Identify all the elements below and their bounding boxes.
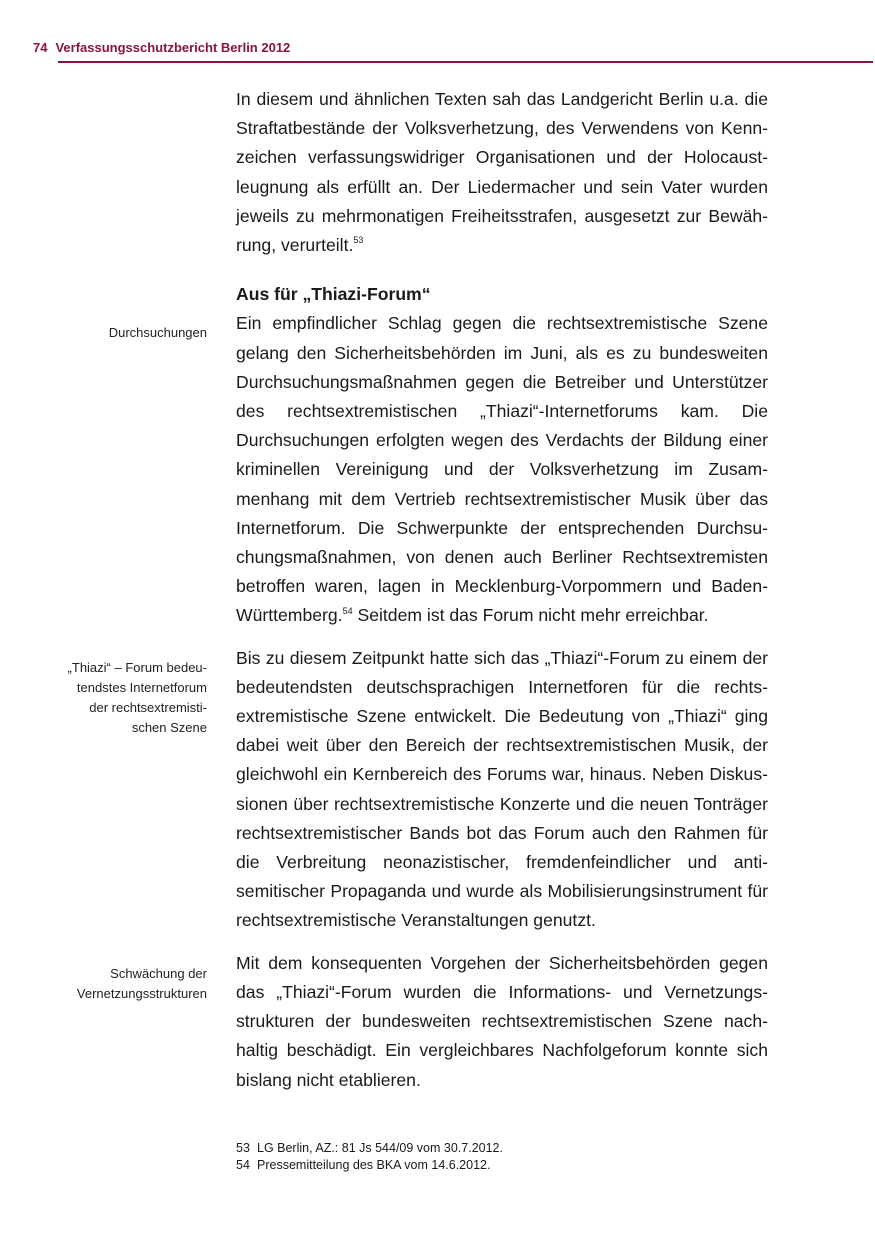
footnotes [236, 1140, 776, 1174]
margin-note-thiazi [47, 658, 207, 738]
footnote-text: LG Berlin, AZ.: 81 Js 544/09 vom 30.7.2012. [257, 1141, 503, 1155]
footnote-ref-54: 54 [342, 605, 353, 616]
paragraph-text: Ein empfindlicher Schlag gegen die rechtsextremistische Szene gelang den Sicherheitsbehörden im Juni, als es zu bundesweiten Durchsuchungsmaßnahmen gegen die Betreiber und Unterstützer des rechtsextremistischen „Thiazi“-Internetforums kam. Die Durchsuchungen erfolgten wegen des Verdachts der Bildung einer kriminellen Vereinigung und der Volksverhetzung im Zusammenhang mit dem Vertrieb rechtsextremistischer Musik über das Internetforum. Die Schwerpunkte der entsprechenden Durchsuchungsmaßnahmen, von denen auch Berliner Rechtsextremisten betroffen waren, lagen in Mecklenburg-Vorpommern und Baden-Württemberg. [236, 313, 768, 626]
footnote-number: 54 [236, 1158, 250, 1172]
main-text-column [236, 85, 768, 1095]
paragraph-1 [236, 85, 768, 260]
paragraph-2 [236, 309, 768, 630]
margin-note-line: Vernetzungsstrukturen [76, 986, 207, 1001]
paragraph-4: Mit dem konsequenten Vorgehen der Sicherheitsbehörden gegen das „Thiazi“-Forum wurden die Informations- und Vernetzungsstrukturen der bundesweiten rechtsextremistischen Szene nachhaltig beschädigt. Ein vergleichbares Nachfolgeforum konnte sich bislang nicht etablieren. [236, 952, 768, 1090]
section-heading: Aus für „Thiazi-Forum“ [236, 284, 431, 305]
report-title: Verfassungsschutzbericht Berlin 2012 [55, 40, 291, 55]
paragraph-3: Bis zu diesem Zeitpunkt hatte sich das „Thiazi“-Forum zu einem der bedeutendsten deutschsprachigen Internetforen für die rechtsextremistische Szene entwickelt. Die Bedeutung von „Thiazi“ ging dabei weit über den Bereich der rechtsextremistischen Musik, der gleichwohl ein Kernbereich des Forums war, hinaus. Neben Diskussionen über rechtsextremistische Konzerte und die neuen Tonträger rechtsextremistischer Bands bot das Forum auch den Rahmen für die Verbreitung neonazistischer, fremdenfeindlicher und antisemitischer Propaganda und wurde als Mobilisierungsinstrument für rechtsextremistische Veranstaltungen genutzt. [236, 647, 768, 931]
running-header [33, 40, 873, 55]
margin-note-schwaechung [47, 964, 207, 1004]
margin-note-line: tendstes Internetforum [76, 680, 207, 695]
footnote-text: Pressemitteilung des BKA vom 14.6.2012. [257, 1158, 491, 1172]
footnote-ref-53: 53 [353, 235, 364, 246]
header-rule [58, 61, 873, 63]
margin-note-line: schen Szene [131, 720, 207, 735]
footnote-54 [236, 1157, 776, 1174]
margin-note-line: Durchsuchungen [108, 325, 207, 340]
footnote-53 [236, 1140, 776, 1157]
margin-note-durchsuchungen [47, 323, 207, 343]
page-number: 74 [33, 40, 48, 55]
margin-note-line: „Thiazi“ – Forum bedeu- [67, 660, 207, 675]
margin-note-line: Schwächung der [110, 966, 207, 981]
paragraph-text: In diesem und ähnlichen Texten sah das Landgericht Berlin u.a. die Straftatbestände der Volksverhetzung, des Verwendens von Kennzeichen verfassungswidriger Organisationen und der Holocaustleugnung als erfüllt an. Der Liedermacher und sein Vater wurden jeweils zu mehrmonatigen Freiheitsstrafen, ausgesetzt zur Bewährung, verurteilt. [236, 89, 768, 256]
footnote-number: 53 [236, 1141, 250, 1155]
margin-note-line: der rechtsextremisti- [89, 700, 207, 715]
paragraph-text-tail: Seitdem ist das Forum nicht mehr erreichbar. [352, 605, 709, 626]
